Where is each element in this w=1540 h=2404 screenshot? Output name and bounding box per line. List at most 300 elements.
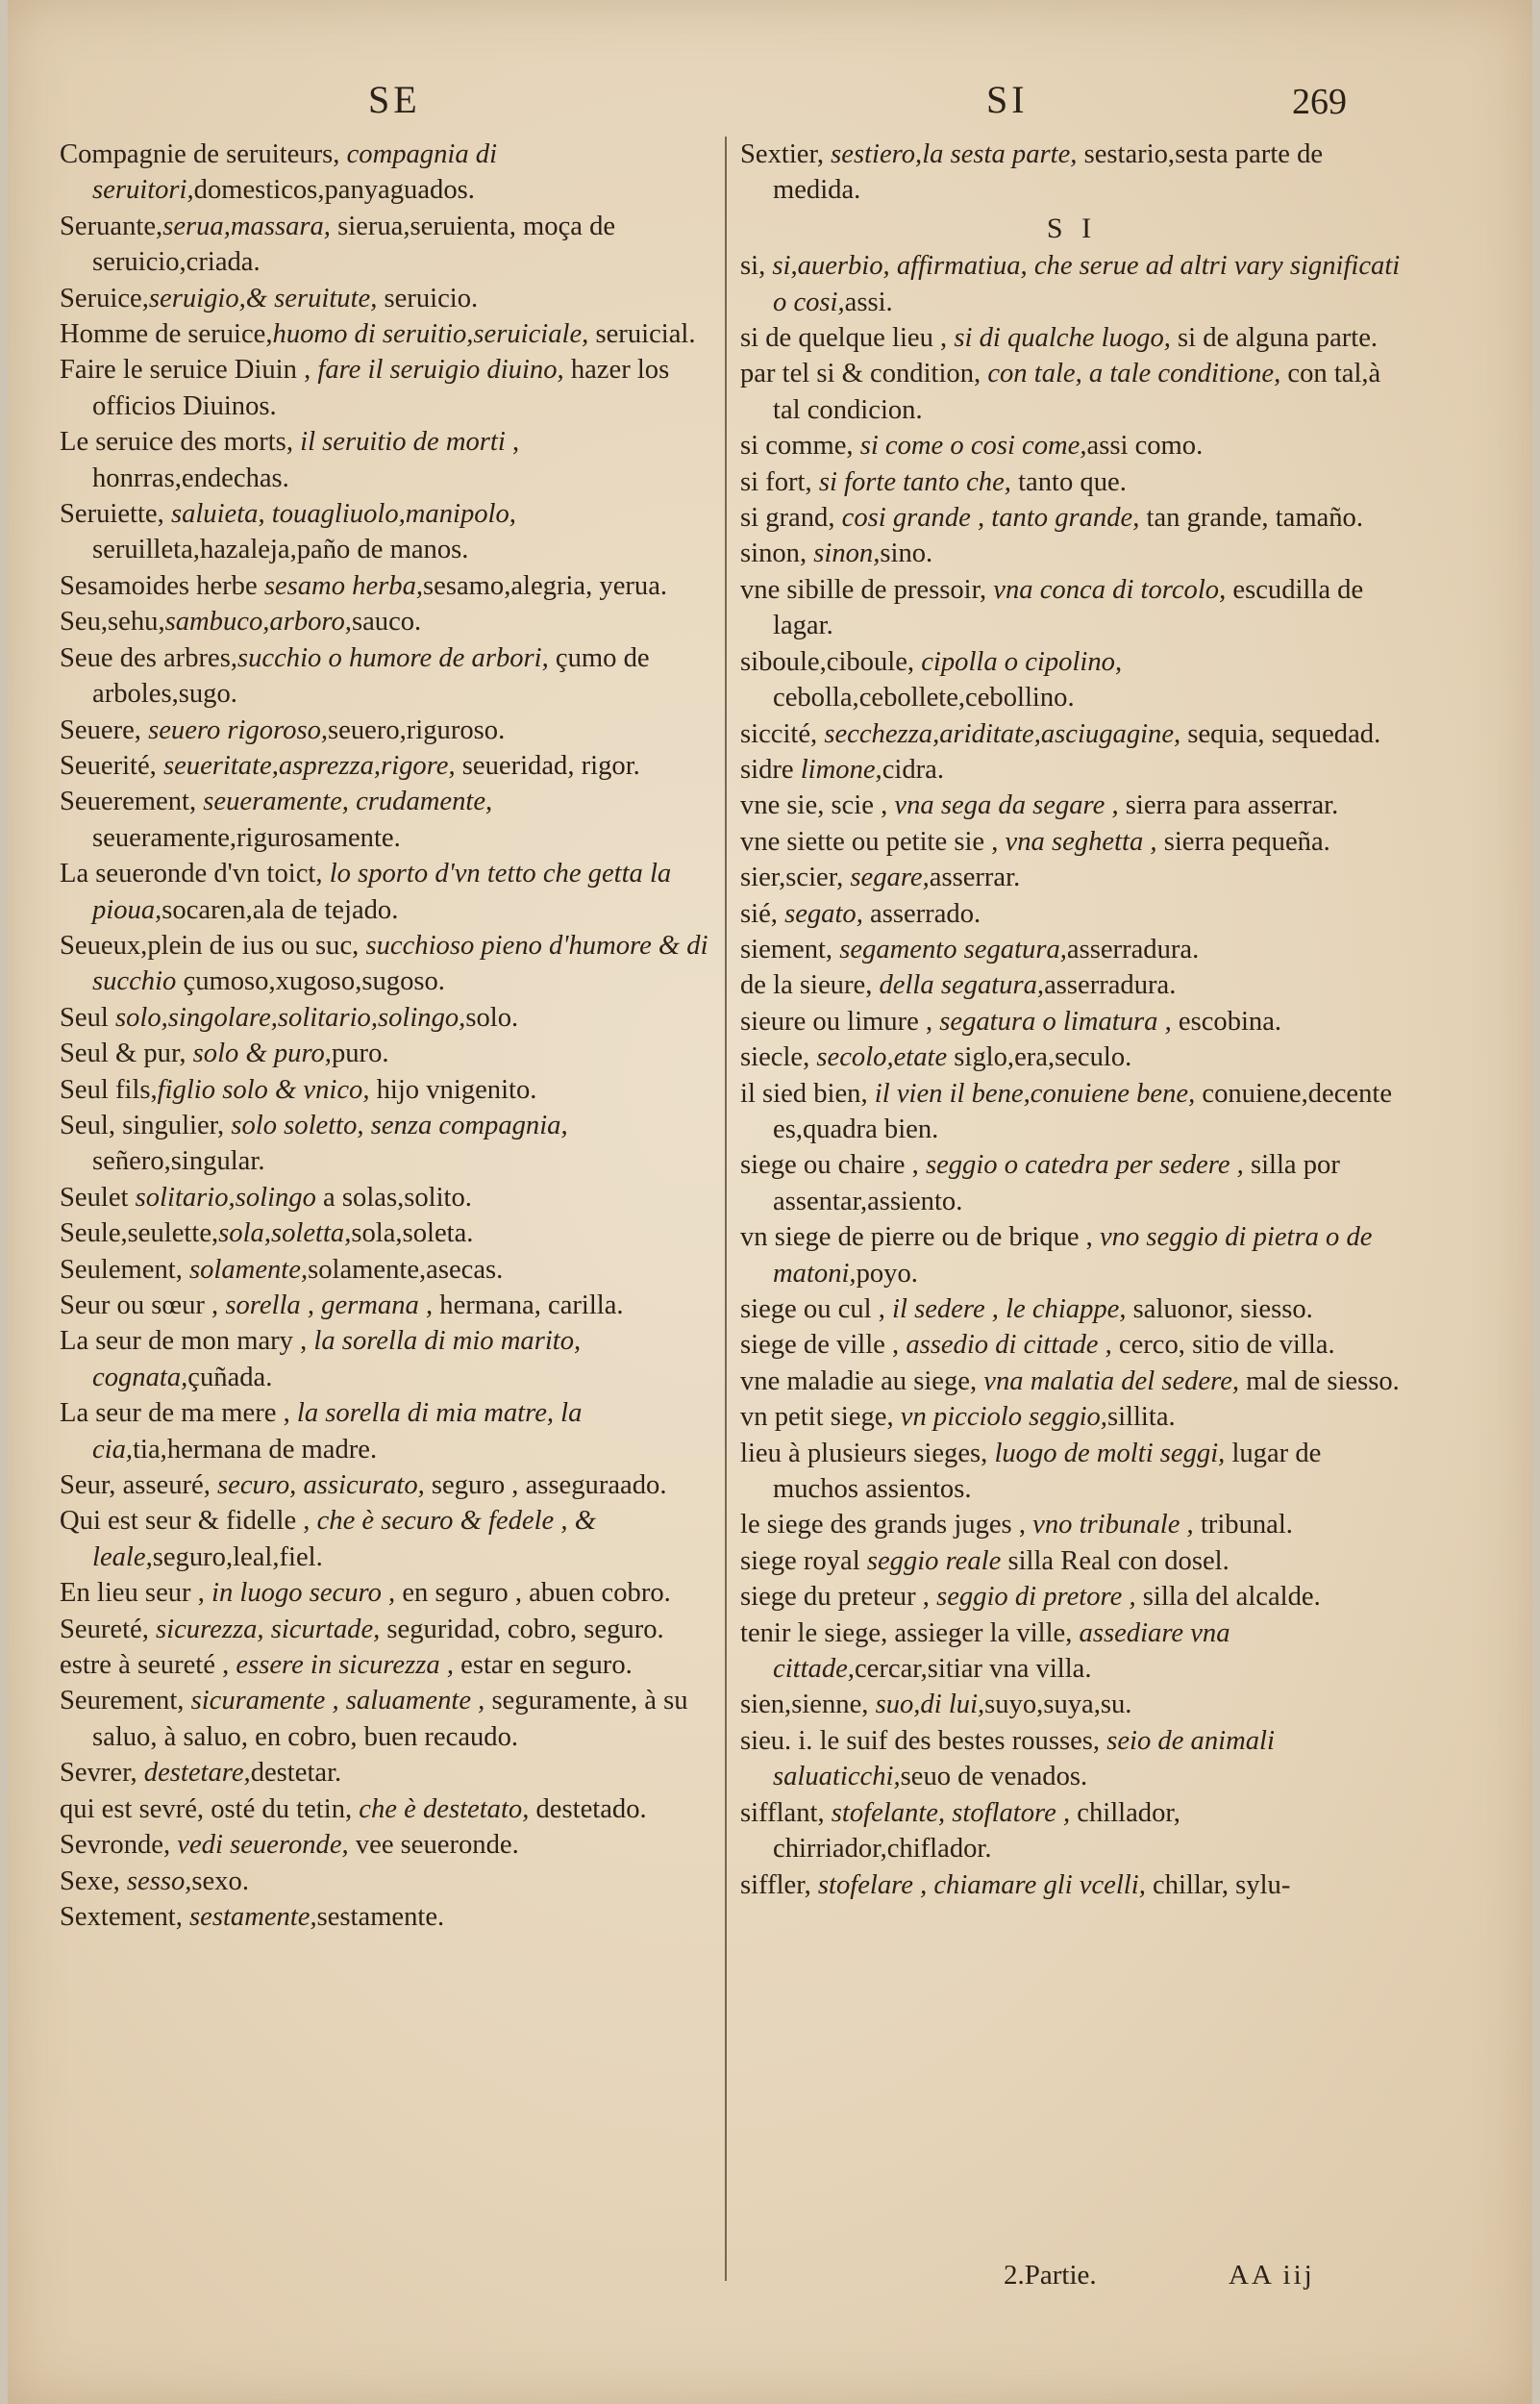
spanish-gloss: hijo vnigenito.: [369, 1074, 537, 1105]
italian-gloss: con tale, a tale conditione,: [987, 359, 1281, 389]
italian-gloss: cipolla o cipolino,: [921, 646, 1123, 677]
dictionary-entry: [60, 1864, 723, 1899]
italian-gloss: vna conca di torcolo,: [993, 574, 1227, 605]
spanish-gloss: a solas,solito.: [315, 1182, 472, 1213]
headword: Seur ou sœur ,: [60, 1290, 226, 1320]
italian-gloss: sorella , germana ,: [225, 1290, 434, 1320]
dictionary-entry: [60, 1323, 723, 1395]
spanish-gloss: siglo,era,seculo.: [947, 1042, 1132, 1073]
spanish-gloss: seguro,leal,fiel.: [152, 1541, 323, 1572]
dictionary-entry: [60, 496, 723, 568]
spanish-gloss: sexo.: [191, 1866, 249, 1896]
italian-gloss: solo & puro,: [192, 1039, 332, 1069]
headword: par tel si & condition,: [740, 359, 988, 389]
book-page: [8, 0, 1532, 2404]
right-column-entries: [740, 248, 1403, 1903]
italian-gloss: segare,: [850, 863, 930, 893]
dictionary-entry: [740, 1004, 1403, 1039]
headword: siege royal: [740, 1545, 867, 1576]
dictionary-entry: [60, 209, 723, 281]
headword: de la sieure,: [740, 970, 880, 1001]
dictionary-entry: [60, 1288, 723, 1323]
headword: Sevrer,: [60, 1758, 144, 1789]
spanish-gloss: hermana, carilla.: [433, 1290, 624, 1320]
spanish-gloss: silla por assentar,assiento.: [773, 1150, 1340, 1216]
spanish-gloss: silla del alcalde.: [1135, 1582, 1321, 1613]
headword: Seu,sehu,: [60, 607, 165, 638]
headword: tenir le siege, assieger la ville,: [740, 1617, 1080, 1648]
headword: sidre: [740, 754, 801, 785]
spanish-gloss: sierra para asserrar.: [1118, 790, 1339, 821]
headword: qui est sevré, osté du tetin,: [60, 1793, 360, 1824]
headword: sier,scier,: [740, 863, 851, 893]
dictionary-entry: [740, 1507, 1403, 1542]
dictionary-entry: [60, 1108, 723, 1180]
headword: sieure ou limure ,: [740, 1006, 940, 1037]
dictionary-entry: [740, 1615, 1403, 1688]
italian-gloss: la sorella di mia matre, la cia,: [92, 1398, 583, 1465]
dictionary-entry: [740, 1399, 1403, 1435]
spanish-gloss: asserradura.: [1066, 934, 1200, 964]
headword: siecle,: [740, 1042, 817, 1073]
spanish-gloss: cercar,sitiar vna villa.: [854, 1654, 1092, 1685]
headword: sieu. i. le suif des bestes rousses,: [740, 1725, 1107, 1756]
italian-gloss: sesso,: [126, 1866, 192, 1896]
headword: il sied bien,: [740, 1078, 875, 1109]
spanish-gloss: poyo.: [856, 1258, 918, 1289]
headword: estre à seureté ,: [60, 1650, 236, 1681]
headword: sien,sienne,: [740, 1690, 876, 1720]
spanish-gloss: asserrado.: [862, 898, 981, 929]
dictionary-entry: [740, 1867, 1403, 1903]
dictionary-entry: [60, 1036, 723, 1071]
dictionary-entry: [60, 748, 723, 784]
dictionary-entry: [60, 1072, 723, 1108]
dictionary-entry: [60, 928, 723, 1000]
italian-gloss: solamente,: [189, 1254, 309, 1285]
running-head-center: SI: [986, 78, 1029, 121]
italian-gloss: succhioso pieno d'humore & di succhio: [92, 930, 708, 997]
headword: Seul fils,: [60, 1074, 158, 1105]
italian-gloss: cosi grande , tanto grande,: [841, 503, 1140, 534]
dictionary-entry: [740, 320, 1403, 356]
headword: siege du preteur ,: [740, 1582, 937, 1613]
dictionary-entry: [740, 752, 1403, 788]
headword: Seruice,: [60, 283, 149, 313]
italian-gloss: essere in sicurezza ,: [236, 1650, 454, 1681]
headword: Seuere,: [60, 714, 149, 745]
spanish-gloss: sierra pequeña.: [1156, 826, 1330, 857]
dictionary-entry: [740, 1687, 1403, 1722]
italian-gloss: si di qualche luogo,: [954, 323, 1171, 354]
spanish-gloss: seruicio.: [377, 283, 479, 313]
italian-gloss: compagnia di seruitori,: [92, 139, 498, 206]
headword: Seureté,: [60, 1614, 157, 1644]
italian-gloss: securo, assicurato,: [217, 1470, 425, 1501]
spanish-gloss: estar en seguro.: [453, 1650, 633, 1681]
headword: siboule,ciboule,: [740, 646, 922, 677]
dictionary-entry: [60, 1791, 723, 1827]
dictionary-entry: [740, 1579, 1403, 1615]
dictionary-entry: [740, 1795, 1403, 1867]
italian-gloss: seio de animali saluaticchi,: [773, 1725, 1275, 1792]
dictionary-entry: [60, 281, 723, 316]
italian-gloss: segamento segatura,: [839, 934, 1067, 964]
italian-gloss: assediare vna cittade,: [773, 1617, 1230, 1685]
spanish-gloss: çumoso,xugoso,sugoso.: [176, 966, 445, 997]
dictionary-entry: [740, 500, 1403, 536]
headword: Seueux,plein de ius ou suc,: [60, 930, 366, 961]
spanish-gloss: tan grande, tamaño.: [1139, 503, 1364, 534]
spanish-gloss: tanto que.: [1010, 466, 1127, 497]
spanish-gloss: tribunal.: [1193, 1510, 1293, 1540]
dictionary-entry: [60, 1575, 723, 1611]
italian-gloss: vedi seueronde,: [177, 1830, 349, 1861]
italian-gloss: serua,massara,: [162, 211, 331, 241]
spanish-gloss: suyo,suya,su.: [984, 1690, 1132, 1720]
spanish-gloss: escudilla de lagar.: [773, 574, 1364, 641]
dictionary-entry: [60, 1467, 723, 1503]
headword: Seuerité,: [60, 750, 163, 781]
italian-gloss: che è destetato,: [359, 1793, 530, 1824]
page-number: 269: [1292, 82, 1347, 122]
dictionary-entry: [60, 424, 723, 496]
spanish-gloss: sestario,sesta parte de medida.: [773, 139, 1324, 206]
spanish-gloss: assi como.: [1086, 431, 1204, 462]
right-column-top: [740, 137, 1403, 209]
italian-gloss: figlio solo & vnico,: [157, 1074, 370, 1105]
headword: Sextier,: [740, 139, 832, 169]
column-divider: [725, 137, 727, 2281]
italian-gloss: si forte tanto che,: [818, 466, 1011, 497]
spanish-gloss: seguramente, à su saluo, à saluo, en cobro, buen recaudo.: [92, 1686, 688, 1752]
spanish-gloss: çumo de arboles,sugo.: [92, 642, 650, 710]
italian-gloss: sicuramente , saluamente ,: [190, 1686, 485, 1716]
dictionary-entry: [60, 1252, 723, 1288]
dictionary-entry: [60, 856, 723, 928]
spanish-gloss: en seguro , abuen cobro.: [395, 1578, 671, 1609]
dictionary-entry: [740, 536, 1403, 571]
headword: si fort,: [740, 466, 819, 497]
italian-gloss: sambuco,arboro,: [164, 607, 352, 638]
headword: si de quelque lieu ,: [740, 323, 955, 354]
spanish-gloss: cerco, sitio de villa.: [1111, 1330, 1335, 1361]
dictionary-entry: [740, 1291, 1403, 1327]
headword: Seurement,: [60, 1686, 191, 1716]
dictionary-entry: [740, 1039, 1403, 1075]
spanish-gloss: saluonor, siesso.: [1126, 1294, 1313, 1324]
dictionary-entry: [740, 572, 1403, 644]
headword: Le seruice des morts,: [60, 427, 301, 458]
headword: sifflant,: [740, 1797, 832, 1828]
spanish-gloss: seueridad, rigor.: [455, 750, 640, 781]
running-head-left: SE: [368, 78, 421, 121]
spanish-gloss: chillar, sylu-: [1145, 1869, 1291, 1900]
spanish-gloss: solamente,asecas.: [308, 1254, 504, 1285]
dictionary-entry: [740, 356, 1403, 428]
section-head: S I: [1046, 212, 1098, 244]
italian-gloss: seggio o catedra per sedere ,: [925, 1150, 1244, 1181]
headword: Faire le seruice Diuin ,: [60, 355, 318, 386]
dictionary-entry: [740, 1327, 1403, 1363]
dictionary-entry: [60, 352, 723, 424]
italian-gloss: vno tribunale ,: [1032, 1510, 1194, 1540]
spanish-gloss: cidra.: [882, 754, 945, 785]
headword: Seule,seulette,: [60, 1218, 219, 1249]
spanish-gloss: , honrras,endechas.: [92, 427, 520, 493]
spanish-gloss: con tal,à tal condicion.: [773, 359, 1381, 425]
headword: La seueronde d'vn toict,: [60, 859, 330, 889]
italian-gloss: lo sporto d'vn tetto che getta la pioua,: [92, 859, 672, 925]
dictionary-entry: [740, 644, 1403, 716]
italian-gloss: il seruitio de morti: [300, 427, 506, 458]
italian-gloss: seueritate,asprezza,rigore,: [162, 750, 456, 781]
headword: Sextement,: [60, 1901, 189, 1932]
dictionary-entry: [740, 896, 1403, 932]
spanish-gloss: sestamente.: [316, 1901, 445, 1932]
italian-gloss: il vien il bene,conuiene bene,: [874, 1078, 1196, 1109]
spanish-gloss: señero,singular.: [92, 1146, 265, 1177]
italian-gloss: il sedere , le chiappe,: [892, 1294, 1127, 1324]
dictionary-entry: [740, 860, 1403, 895]
headword: lieu à plusieurs sieges,: [740, 1438, 995, 1468]
headword: siement,: [740, 934, 840, 964]
spanish-gloss: solo.: [465, 1002, 519, 1033]
headword: vne siette ou petite sie ,: [740, 826, 1006, 857]
headword: Seulement,: [60, 1254, 189, 1285]
dictionary-entry: [60, 1180, 723, 1215]
spanish-gloss: asserradura.: [1044, 970, 1177, 1001]
italian-gloss: sestiero,la sesta parte,: [831, 139, 1078, 169]
spanish-gloss: conuiene,decente es,quadra bien.: [773, 1078, 1393, 1144]
italian-gloss: secchezza,ariditate,asciugagine,: [824, 718, 1181, 749]
italian-gloss: solo,singolare,solitario,solingo,: [114, 1002, 466, 1033]
headword: vne sibille de pressoir,: [740, 574, 994, 605]
spanish-gloss: escobina.: [1171, 1006, 1282, 1037]
italian-gloss: la sorella di mio marito, cognata,: [92, 1326, 582, 1392]
headword: Seulet: [60, 1182, 136, 1213]
italian-gloss: vno seggio di pietra o de matoni,: [773, 1222, 1373, 1289]
dictionary-entry: [740, 1219, 1403, 1291]
italian-gloss: sesamo herba,: [263, 570, 424, 601]
italian-gloss: vna malatia del sedere,: [983, 1365, 1240, 1396]
italian-gloss: solo soletto, senza compagnia,: [231, 1110, 568, 1140]
headword: Seuerement,: [60, 787, 204, 817]
dictionary-entry: [60, 1683, 723, 1755]
italian-gloss: che è securo & fedele , & leale,: [92, 1506, 596, 1572]
dictionary-entry: [740, 428, 1403, 463]
dictionary-entry: [740, 967, 1403, 1003]
spanish-gloss: chillador, chirriador,chiflador.: [773, 1797, 1180, 1865]
spanish-gloss: tia,hermana de madre.: [133, 1434, 378, 1465]
dictionary-entry: [740, 1076, 1403, 1148]
italian-gloss: vn picciolo seggio,: [900, 1402, 1107, 1433]
italian-gloss: solitario,solingo: [135, 1182, 316, 1213]
dictionary-entry: [60, 1000, 723, 1036]
left-column: [60, 137, 723, 1935]
dictionary-entry: [60, 1503, 723, 1575]
dictionary-entry: [740, 1147, 1403, 1219]
italian-gloss: sestamente,: [189, 1901, 317, 1932]
spanish-gloss: asserrar.: [929, 863, 1021, 893]
dictionary-entry: [60, 1612, 723, 1647]
italian-gloss: seueramente, crudamente,: [203, 787, 493, 817]
italian-gloss: succhio o humore de arbori,: [237, 642, 549, 673]
spanish-gloss: si de alguna parte.: [1170, 323, 1379, 354]
italian-gloss: della segatura,: [879, 970, 1045, 1001]
headword: Sesamoides herbe: [60, 570, 264, 601]
italian-gloss: destetare,: [143, 1758, 251, 1789]
spanish-gloss: sequia, sequedad.: [1180, 718, 1381, 749]
spanish-gloss: seruilleta,hazaleja,paño de manos.: [92, 535, 469, 565]
dictionary-entry: [60, 640, 723, 713]
spanish-gloss: domesticos,panyaguados.: [193, 175, 475, 206]
italian-gloss: segato,: [784, 898, 863, 929]
dictionary-entry: [60, 1647, 723, 1683]
spanish-gloss: cebolla,cebollete,cebollino.: [773, 683, 1075, 714]
headword: Seue des arbres,: [60, 642, 237, 673]
dictionary-entry: [60, 1899, 723, 1935]
italian-gloss: seggio reale: [866, 1545, 1002, 1576]
headword: vne sie, scie ,: [740, 790, 895, 821]
headword: Compagnie de seruiteurs,: [60, 139, 347, 169]
dictionary-entry: [740, 788, 1403, 823]
headword: Seruante,: [60, 211, 163, 241]
headword: siege ou cul ,: [740, 1294, 893, 1324]
italian-gloss: limone,: [800, 754, 882, 785]
spanish-gloss: seuero,rigurosο.: [328, 714, 506, 745]
dictionary-entry: [740, 716, 1403, 752]
italian-gloss: vna seghetta ,: [1005, 826, 1157, 857]
dictionary-entry: [740, 137, 1403, 209]
dictionary-entry: [60, 604, 723, 639]
dictionary-entry: [60, 1395, 723, 1467]
spanish-gloss: sola,soleta.: [351, 1218, 474, 1249]
spanish-gloss: sierua,seruienta, moça de seruicio,criada.: [92, 211, 616, 278]
italian-gloss: stofelare , chiamare gli vcelli,: [817, 1869, 1146, 1900]
italian-gloss: luogo de molti seggi,: [994, 1438, 1226, 1468]
italian-gloss: huomo di seruitio,seruiciale,: [272, 319, 589, 350]
spanish-gloss: seruicial.: [588, 319, 696, 350]
dictionary-entry: [740, 248, 1403, 320]
headword: Seul, singulier,: [60, 1110, 232, 1140]
spanish-gloss: seuo de venados.: [900, 1762, 1088, 1792]
headword: sinon,: [740, 538, 814, 569]
dictionary-entry: [60, 784, 723, 856]
italian-gloss: seggio di pretore ,: [936, 1582, 1136, 1613]
headword: si grand,: [740, 503, 842, 534]
italian-gloss: fare il seruigio diuino,: [317, 355, 564, 386]
spanish-gloss: mal de siesso.: [1239, 1365, 1400, 1396]
dictionary-entry: [740, 1723, 1403, 1795]
headword: Qui est seur & fidelle ,: [60, 1506, 317, 1537]
headword: vn petit siege,: [740, 1402, 901, 1433]
headword: La seur de ma mere ,: [60, 1398, 297, 1429]
dictionary-entry: [60, 1827, 723, 1863]
dictionary-entry: [740, 824, 1403, 860]
dictionary-entry: [60, 1755, 723, 1790]
headword: siccité,: [740, 718, 825, 749]
italian-gloss: sola,soletta,: [218, 1218, 352, 1249]
headword: siege ou chaire ,: [740, 1150, 926, 1181]
spanish-gloss: seueramente,rigurosamente.: [92, 822, 401, 853]
dictionary-entry: [740, 464, 1403, 500]
spanish-gloss: destetado.: [529, 1793, 647, 1824]
headword: si,: [740, 251, 773, 282]
spanish-gloss: lugar de muchos assientos.: [773, 1438, 1322, 1505]
headword: Seul & pur,: [60, 1039, 193, 1069]
dictionary-entry: [740, 1543, 1403, 1579]
dictionary-entry: [740, 932, 1403, 967]
italian-gloss: secolo,etate: [816, 1042, 948, 1073]
spanish-gloss: sesamo,alegria, yerua.: [423, 570, 668, 601]
spanish-gloss: seguro , asseguraado.: [424, 1470, 667, 1501]
headword: siffler,: [740, 1869, 818, 1900]
right-column: [740, 137, 1403, 1903]
headword: Seul: [60, 1002, 115, 1033]
spanish-gloss: sauco.: [351, 607, 422, 638]
spanish-gloss: assi.: [844, 287, 893, 317]
spanish-gloss: destetar.: [250, 1758, 342, 1789]
dictionary-entry: [60, 137, 723, 209]
spanish-gloss: hazer los officios Diuinos.: [92, 355, 670, 421]
italian-gloss: si come o cosi come,: [859, 431, 1087, 462]
italian-gloss: vna sega da segare ,: [894, 790, 1119, 821]
footer-part: 2.Partie.: [1004, 2260, 1097, 2291]
dictionary-entry: [60, 316, 723, 352]
italian-gloss: seuero rigoroso,: [148, 714, 329, 745]
headword: Seruiette,: [60, 499, 171, 530]
italian-gloss: si,auerbio, affirmatiua, che serue ad altri vary significati o cosi,: [772, 251, 1401, 317]
italian-gloss: stofelante, stoflatore ,: [831, 1797, 1071, 1828]
spanish-gloss: sillita.: [1106, 1402, 1176, 1433]
headword: siege de ville ,: [740, 1330, 907, 1361]
headword: le siege des grands juges ,: [740, 1510, 1033, 1540]
spanish-gloss: sino.: [880, 538, 933, 569]
italian-gloss: in luogo securo ,: [211, 1578, 396, 1609]
headword: vne maladie au siege,: [740, 1365, 984, 1396]
italian-gloss: sicurezza, sicurtade,: [156, 1614, 381, 1644]
dictionary-entry: [60, 568, 723, 604]
spanish-gloss: vee seueronde.: [348, 1830, 519, 1861]
dictionary-entry: [60, 1215, 723, 1251]
headword: En lieu seur ,: [60, 1578, 212, 1609]
spanish-gloss: seguridad, cobro, seguro.: [380, 1614, 664, 1644]
italian-gloss: segatura o limatura ,: [939, 1006, 1172, 1037]
dictionary-entry: [740, 1364, 1403, 1399]
italian-gloss: suo,di lui,: [875, 1690, 985, 1720]
spanish-gloss: puro.: [331, 1039, 389, 1069]
signature-mark: AA iij: [1229, 2260, 1315, 2291]
headword: si comme,: [740, 431, 860, 462]
headword: Sexe,: [60, 1866, 127, 1896]
headword: Seur, asseuré,: [60, 1470, 218, 1501]
italian-gloss: seruigio,& seruitute,: [148, 283, 378, 313]
dictionary-entry: [740, 1436, 1403, 1508]
headword: Sevronde,: [60, 1830, 178, 1861]
spanish-gloss: silla Real con dosel.: [1001, 1545, 1230, 1576]
headword: La seur de mon mary ,: [60, 1326, 314, 1357]
headword: vn siege de pierre ou de brique ,: [740, 1222, 1100, 1253]
headword: sié,: [740, 898, 785, 929]
italian-gloss: assedio di cittade ,: [906, 1330, 1112, 1361]
italian-gloss: sinon,: [813, 538, 881, 569]
headword: Homme de seruice,: [60, 319, 273, 350]
italian-gloss: saluieta, touagliuolo,manipolo,: [170, 499, 516, 530]
spanish-gloss: socaren,ala de tejado.: [161, 894, 399, 925]
spanish-gloss: çuñada.: [187, 1362, 273, 1392]
dictionary-entry: [60, 713, 723, 748]
